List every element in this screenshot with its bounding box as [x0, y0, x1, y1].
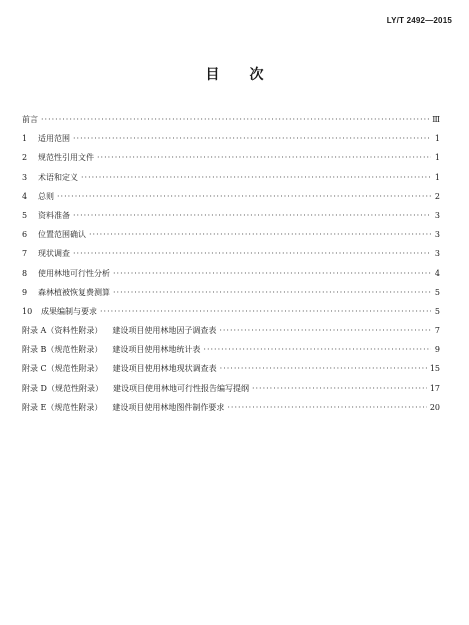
- toc-entry-number: 2: [22, 153, 28, 163]
- toc-entry-title: [22, 244, 70, 263]
- toc-entry-label: 使用林地可行性分析: [38, 268, 110, 278]
- toc-entry-label: 附录 A（资料性附录）: [22, 326, 103, 336]
- toc-entry-title: [22, 283, 110, 302]
- toc-entry-title: [22, 225, 86, 244]
- toc-leader-dots: [113, 264, 431, 283]
- toc-entry[interactable]: [22, 398, 440, 417]
- toc-entry[interactable]: [22, 225, 440, 244]
- toc-entry-number: 4: [22, 191, 28, 201]
- toc-entry[interactable]: [22, 148, 440, 167]
- toc-entry-title: [22, 359, 217, 378]
- toc-entry[interactable]: [22, 129, 440, 148]
- toc-entry-label: 现状调查: [38, 249, 70, 259]
- toc-entry-number: 5: [22, 210, 28, 220]
- toc-entry-number: 9: [22, 287, 28, 297]
- toc-leader-dots: [73, 129, 431, 148]
- toc-entry-number: 3: [22, 172, 28, 182]
- toc-entry[interactable]: [22, 264, 440, 283]
- toc-leader-dots: [97, 148, 431, 167]
- toc-leader-dots: [57, 187, 431, 206]
- table-of-contents: [22, 110, 440, 417]
- toc-entry-title: [22, 206, 70, 225]
- toc-entry-title: [22, 110, 38, 129]
- toc-leader-dots: [220, 359, 427, 378]
- toc-entry-label: 附录 C（规范性附录）: [22, 364, 103, 374]
- toc-entry-title: [22, 187, 54, 206]
- page-title: [0, 64, 469, 84]
- toc-entry[interactable]: [22, 302, 440, 321]
- toc-entry-number: 1: [22, 134, 28, 144]
- toc-page-number: 3: [434, 230, 440, 240]
- toc-entry-subtitle: 建设项目使用林地现状调查表: [112, 364, 217, 374]
- toc-page-number: 3: [434, 210, 440, 220]
- toc-entry-label: 术语和定义: [38, 172, 78, 182]
- toc-entry-label: 森林植被恢复费测算: [38, 287, 110, 297]
- toc-page-number: 9: [434, 345, 440, 355]
- toc-page-number: 5: [434, 306, 440, 316]
- toc-entry[interactable]: [22, 187, 440, 206]
- toc-entry-title: [22, 340, 200, 359]
- toc-entry-label: 总则: [38, 191, 54, 201]
- toc-entry-title: [22, 129, 70, 148]
- toc-page-number: Ⅲ: [432, 115, 440, 124]
- toc-entry-label: 附录 D（规范性附录）: [22, 383, 103, 393]
- toc-entry-title: [22, 148, 94, 167]
- toc-entry-label: 资料准备: [38, 210, 70, 220]
- toc-entry-title: [22, 321, 216, 340]
- toc-page-number: 7: [434, 326, 440, 336]
- toc-entry-title: [22, 302, 97, 321]
- title-char-2: 次: [249, 67, 264, 83]
- title-char-1: 目: [205, 67, 220, 83]
- toc-entry-subtitle: 建设项目使用林地统计表: [112, 345, 201, 355]
- toc-entry-subtitle: 建设项目使用林地图件制作要求: [112, 402, 225, 412]
- toc-page-number: 1: [434, 153, 440, 163]
- toc-entry[interactable]: [22, 206, 440, 225]
- toc-entry-label: 规范性引用文件: [38, 153, 94, 163]
- toc-entry[interactable]: [22, 379, 440, 398]
- toc-entry[interactable]: [22, 340, 440, 359]
- toc-page-number: 1: [434, 172, 440, 182]
- toc-leader-dots: [227, 398, 426, 417]
- toc-entry[interactable]: [22, 359, 440, 378]
- toc-entry-number: 6: [22, 230, 28, 240]
- toc-page-number: 3: [434, 249, 440, 259]
- toc-page-number: 2: [434, 191, 440, 201]
- toc-leader-dots: [252, 379, 427, 398]
- toc-page-number: 15: [429, 364, 440, 374]
- toc-entry-title: [22, 379, 249, 398]
- toc-entry-title: [22, 398, 224, 417]
- toc-entry-label: 前言: [22, 115, 38, 124]
- toc-entry[interactable]: [22, 110, 440, 129]
- toc-leader-dots: [219, 321, 431, 340]
- toc-page-number: 20: [429, 402, 440, 412]
- toc-entry-title: [22, 264, 110, 283]
- toc-page-number: 1: [434, 134, 440, 144]
- toc-entry[interactable]: [22, 283, 440, 302]
- toc-leader-dots: [81, 168, 431, 187]
- toc-leader-dots: [113, 283, 431, 302]
- toc-entry-label: 附录 E（规范性附录）: [22, 402, 103, 412]
- toc-leader-dots: [203, 340, 431, 359]
- toc-entry-label: 成果编制与要求: [41, 306, 97, 316]
- standard-code: LY/T 2492—2015: [386, 16, 452, 25]
- toc-page-number: 4: [434, 268, 440, 278]
- toc-leader-dots: [100, 302, 431, 321]
- toc-entry[interactable]: [22, 321, 440, 340]
- toc-leader-dots: [73, 244, 431, 263]
- toc-leader-dots: [41, 110, 429, 129]
- toc-entry-number: 10: [22, 306, 33, 316]
- toc-page-number: 17: [429, 383, 440, 393]
- toc-entry[interactable]: [22, 168, 440, 187]
- toc-entry-label: 附录 B（规范性附录）: [22, 345, 103, 355]
- toc-entry-number: 8: [22, 268, 28, 278]
- toc-leader-dots: [89, 225, 431, 244]
- toc-entry[interactable]: [22, 244, 440, 263]
- toc-page-number: 5: [434, 287, 440, 297]
- toc-entry-subtitle: 建设项目使用林地可行性报告编写提纲: [112, 383, 249, 393]
- toc-entry-label: 适用范围: [38, 134, 70, 144]
- toc-entry-subtitle: 建设项目使用林地因子调查表: [112, 326, 217, 336]
- toc-entry-label: 位置范围确认: [38, 230, 86, 240]
- toc-entry-title: [22, 168, 78, 187]
- toc-entry-number: 7: [22, 249, 28, 259]
- toc-leader-dots: [73, 206, 431, 225]
